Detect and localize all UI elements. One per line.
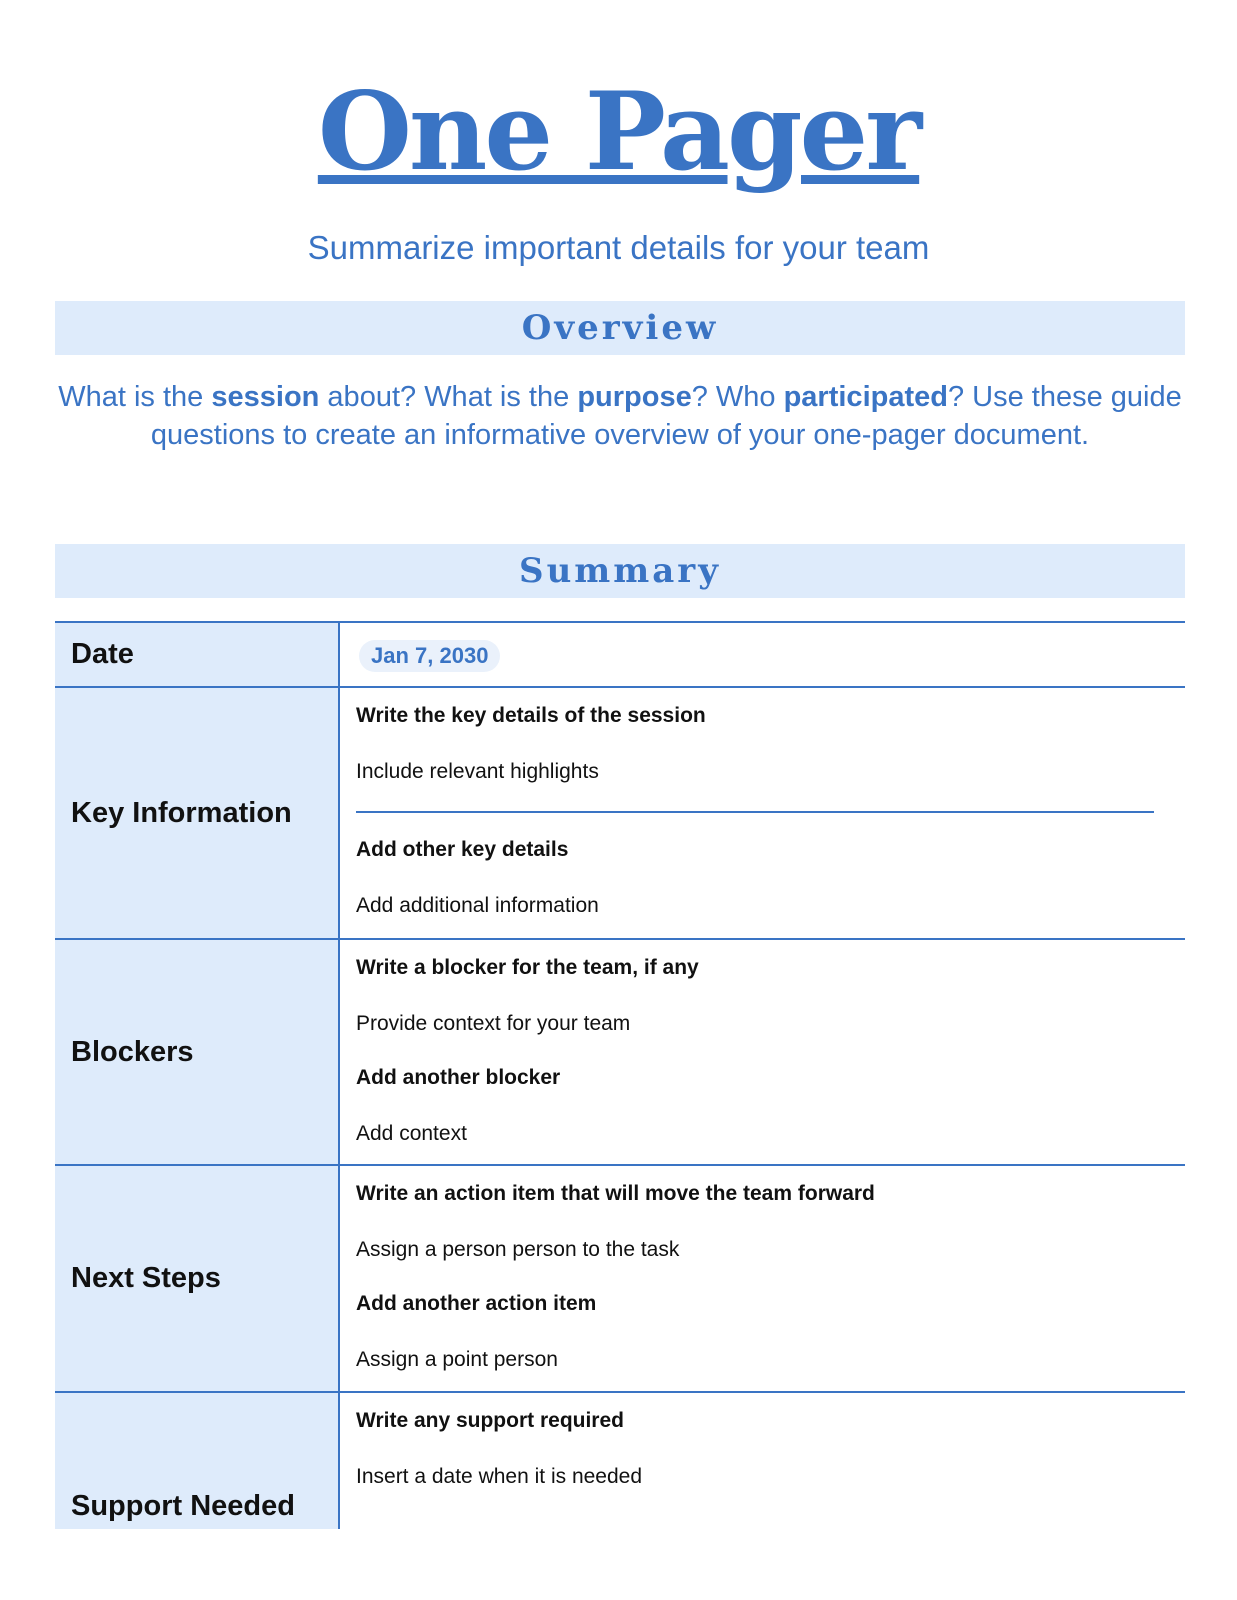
overview-heading: Overview <box>55 301 1185 355</box>
item-body[interactable]: Provide context for your team <box>356 1012 631 1035</box>
key-information-cell <box>338 688 1185 938</box>
item-body[interactable]: Assign a point person <box>356 1348 558 1371</box>
item-body[interactable]: Add additional information <box>356 894 599 917</box>
item-heading[interactable]: Write a blocker for the team, if any <box>356 956 699 979</box>
key-information-row <box>55 688 1185 938</box>
overview-text <box>55 378 1185 454</box>
key-information-label: Key Information <box>55 688 338 938</box>
item-heading[interactable]: Add another action item <box>356 1292 597 1315</box>
item-heading[interactable]: Write any support required <box>356 1409 624 1432</box>
next-steps-row <box>55 1166 1185 1391</box>
date-row <box>55 623 1185 686</box>
overview-text-part: about? What is the <box>319 381 578 413</box>
overview-line-1 <box>55 378 1185 416</box>
item-heading[interactable]: Write an action item that will move the team forward <box>356 1182 875 1205</box>
date-value[interactable]: Jan 7, 2030 <box>359 640 500 672</box>
inner-divider <box>356 811 1154 813</box>
overview-text-part: What is the <box>58 381 212 413</box>
item-body[interactable]: Include relevant highlights <box>356 760 599 783</box>
summary-heading: Summary <box>55 544 1185 598</box>
overview-bold-participated: participated <box>783 381 948 413</box>
page-title: One Pager <box>317 69 920 195</box>
item-heading[interactable]: Add another blocker <box>356 1066 561 1089</box>
item-body[interactable]: Add context <box>356 1122 467 1145</box>
blockers-label: Blockers <box>55 940 338 1164</box>
overview-bold-session: session <box>211 381 320 413</box>
blockers-cell <box>338 940 1185 1164</box>
item-body[interactable]: Insert a date when it is needed <box>356 1465 643 1488</box>
next-steps-label: Next Steps <box>55 1166 338 1391</box>
next-steps-cell <box>338 1166 1185 1391</box>
overview-text-part: ? Who <box>691 381 784 413</box>
date-label: Date <box>55 623 338 686</box>
overview-line-2: questions to create an informative overview of your one-pager document. <box>150 419 1090 451</box>
support-needed-label: Support Needed <box>55 1393 338 1529</box>
item-heading[interactable]: Add other key details <box>356 838 569 861</box>
overview-bold-purpose: purpose <box>577 381 692 413</box>
page-subtitle: Summarize important details for your team <box>307 229 930 266</box>
blockers-row <box>55 940 1185 1164</box>
item-heading[interactable]: Write the key details of the session <box>356 704 706 727</box>
support-needed-cell <box>338 1393 1185 1529</box>
support-needed-row <box>55 1393 1185 1529</box>
date-cell <box>338 623 1185 686</box>
overview-text-part: ? Use these guide <box>947 381 1182 413</box>
item-body[interactable]: Assign a person person to the task <box>356 1238 680 1261</box>
